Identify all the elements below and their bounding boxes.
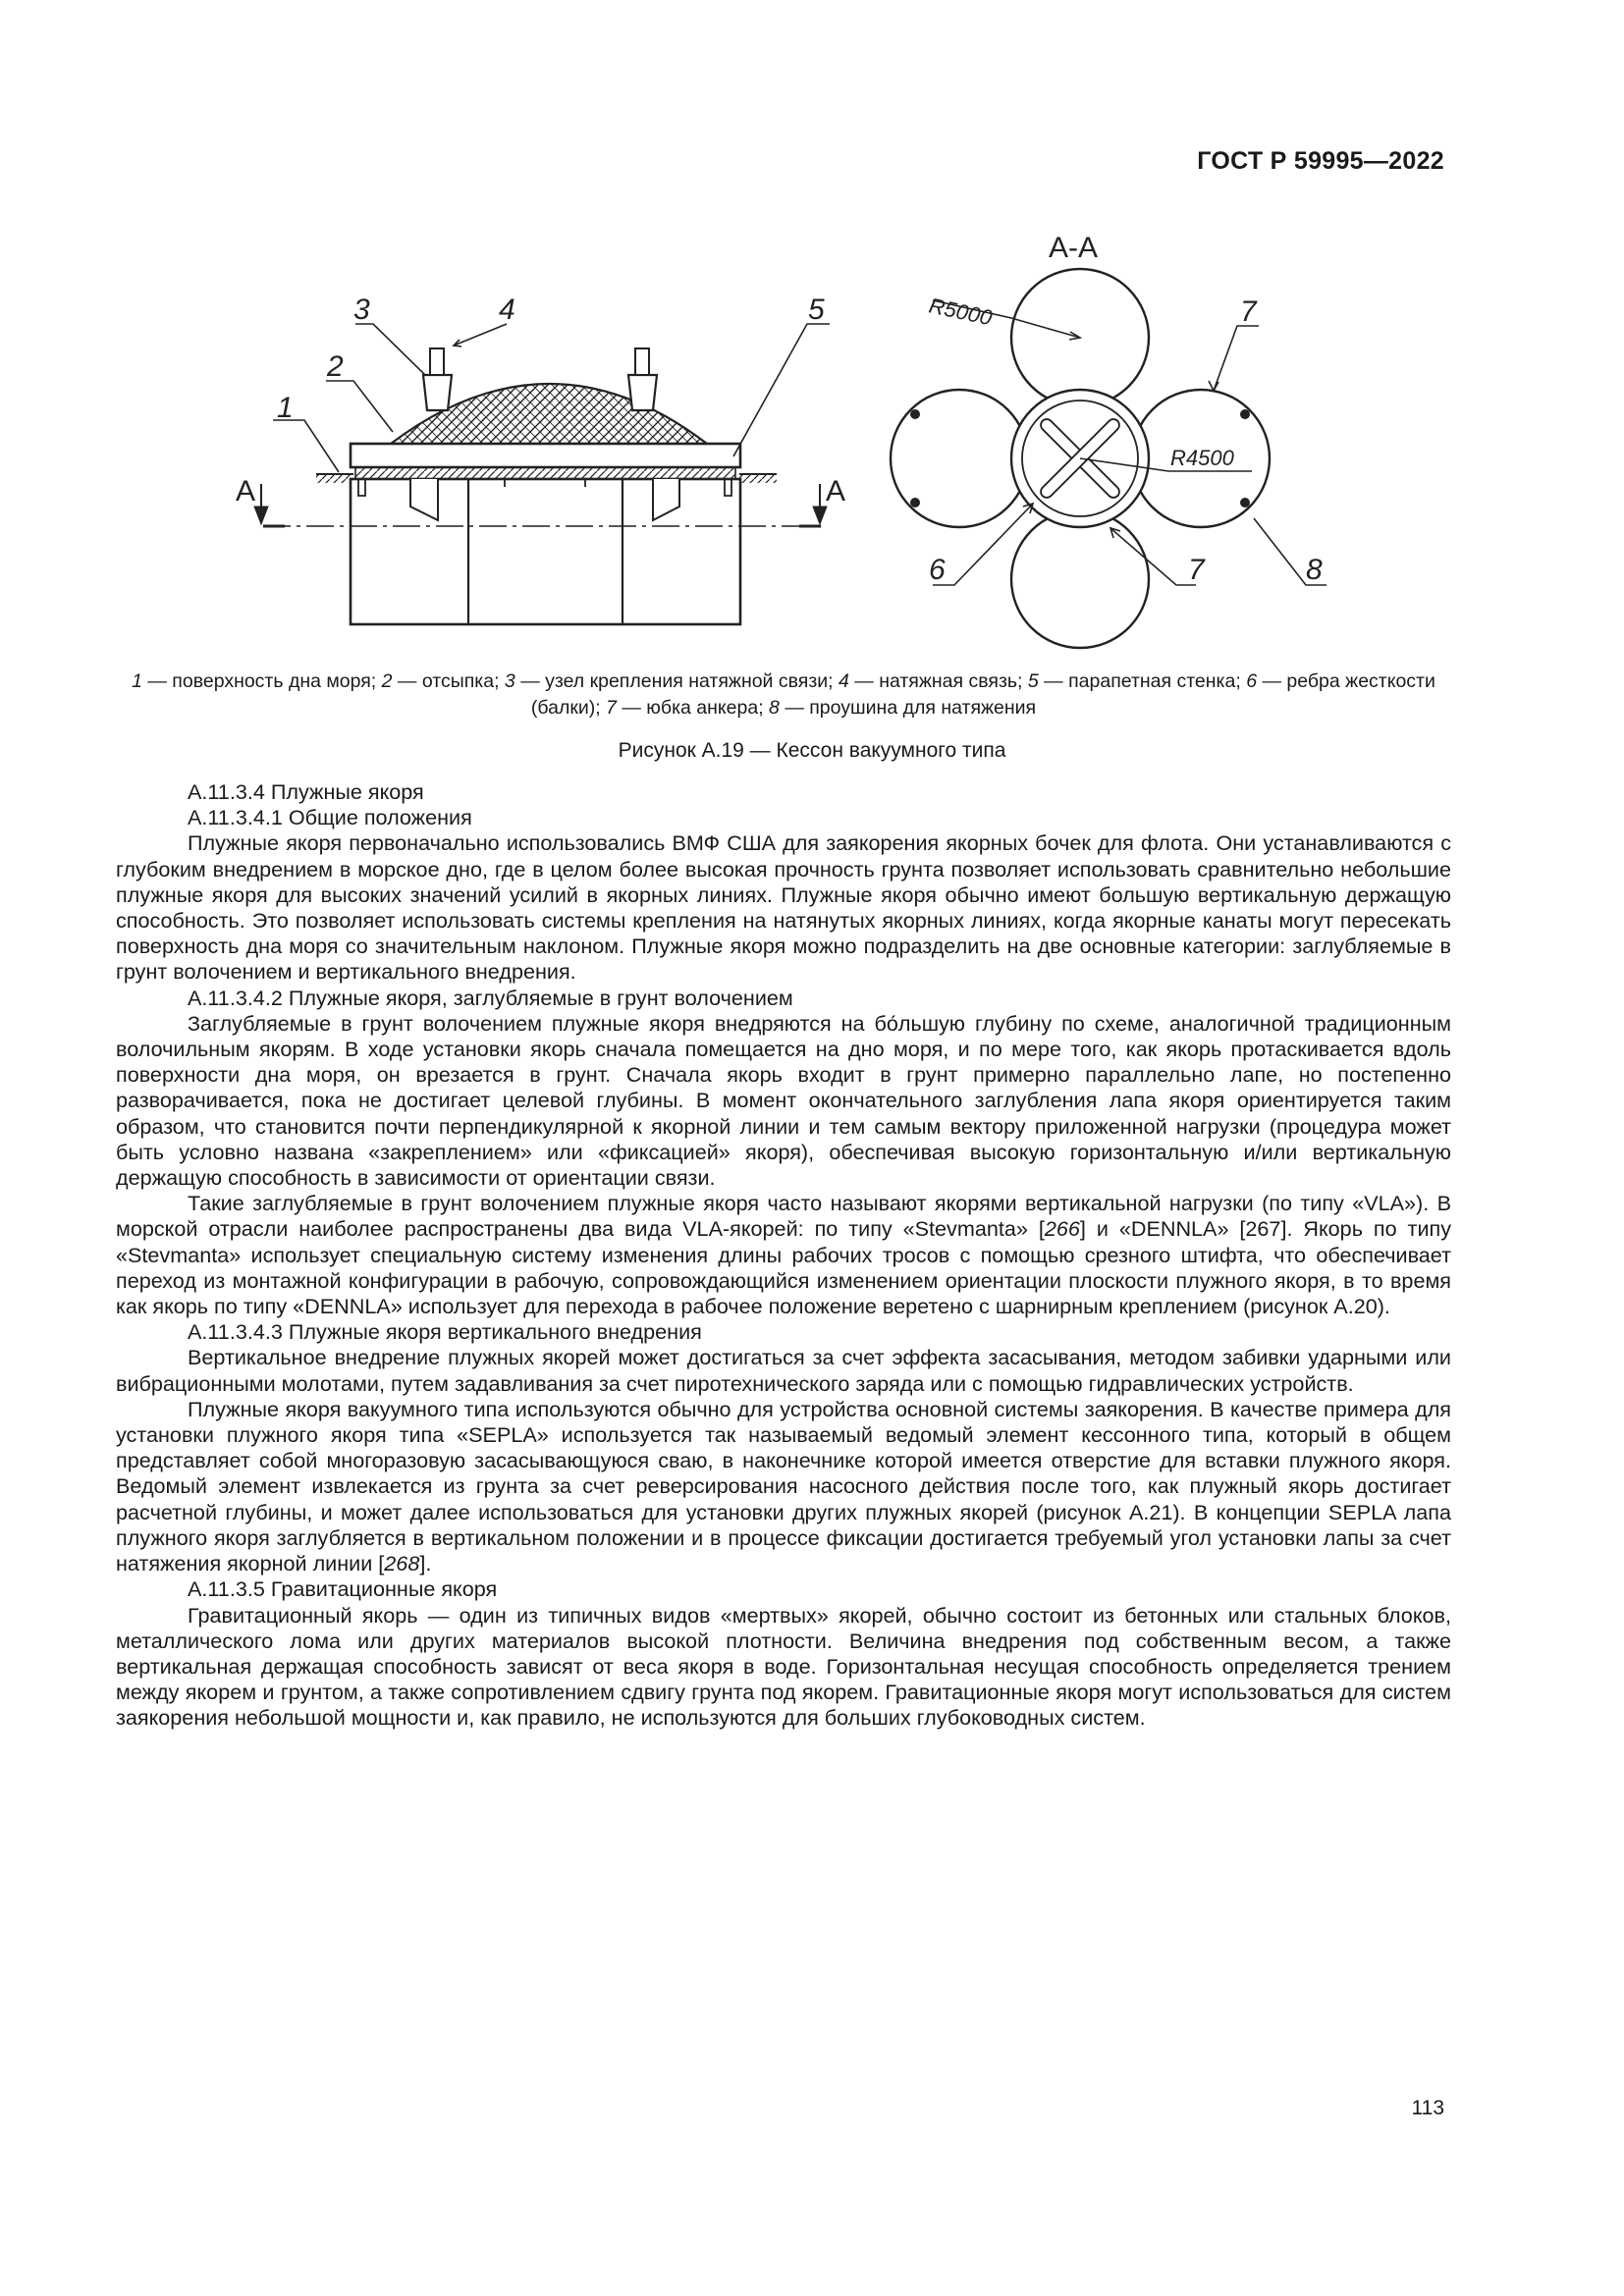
radius-label-small: R4500 [1170, 446, 1234, 470]
section-heading: А.11.3.4.2 Плужные якоря, заглубляемые в грунт волочением [188, 985, 793, 1010]
legend-num: 3 [504, 670, 515, 692]
legend-text: — поверхность дна моря; [141, 670, 382, 692]
body-text [116, 779, 1451, 1732]
reference: 266 [1044, 1216, 1080, 1242]
legend-num: 4 [839, 670, 849, 692]
document-header: ГОСТ Р 59995—2022 [1197, 147, 1444, 175]
figure-drawing [0, 0, 1624, 667]
callout-2: 2 [327, 350, 344, 383]
paragraph-text: Плужные якоря вакуумного типа используются обычно для устройства основной системы заякорения. В качестве примера для установки плужного якоря типа «SEPLA» используется так называемый ведомый элемент кессонного типа, который в общем представляет собой многоразовую засасывающуюся сваю, в наконечнике которой имеется отверстие для вставки плужного якоря. Ведомый элемент извлекается из грунта за счет реверсирования насосного действия после того, как плужный якорь достигает расчетной глубины, и может далее использоваться для установки других плужных якорей (рисунок А.21). В концепции SEPLA лапа плужного якоря заглубляется в вертикальном положении и в процессе фиксации достигается требуемый угол установки лапы за счет натяжения якорной линии [ [116, 1396, 1451, 1576]
legend-text: — натяжная связь; [848, 670, 1028, 692]
legend-text: — узел крепления натяжной связи; [514, 670, 839, 692]
paragraph [116, 1397, 1451, 1576]
legend-num: 6 [1246, 670, 1258, 692]
section-title: А-А [1049, 232, 1099, 264]
legend-num: 7 [606, 697, 617, 719]
callout-4: 4 [499, 294, 515, 326]
page-number: 113 [1411, 2097, 1444, 2119]
section-heading: А.11.3.4 Плужные якоря [188, 779, 424, 804]
callout-1: 1 [277, 392, 294, 424]
paragraph: Плужные якоря первоначально использовались ВМФ США для заякорения якорных бочек для флота. Они устанавливаются с глубоким внедрением в морское дно, где в целом более высокая прочность грунта позволяет использовать сравнительно небольшие плужные якоря для высоких значений усилий в якорных линиях. Плужные якоря обычно имеют большую вертикальную держащую способность. Это позволяет использовать системы крепления на натянутых якорных линиях, когда якорные канаты могут пересекать поверхность дна моря со значительным наклоном. Плужные якоря можно подразделить на две основные категории: заглубляемые в грунт волочением и вертикального внедрения. [116, 830, 1451, 985]
legend-num: 5 [1027, 670, 1039, 692]
paragraph [116, 1191, 1451, 1319]
callout-5: 5 [808, 294, 825, 326]
paragraph-text: ]. [419, 1551, 432, 1576]
legend-text: — проушина для натяжения [779, 697, 1037, 719]
legend-text: — ребра жесткости (балки); [530, 670, 1435, 719]
paragraph: Вертикальное внедрение плужных якорей может достигаться за счет эффекта засасывания, методом забивки ударными или вибрационными молотами, путем задавливания за счет пиротехнического заряда или с помощью гидравлических устройств. [116, 1345, 1451, 1396]
section-heading: А.11.3.4.3 Плужные якоря вертикального внедрения [188, 1319, 702, 1345]
section-mark-right: А [826, 475, 846, 507]
callout-8: 8 [1306, 554, 1323, 586]
callout-7-top: 7 [1240, 295, 1257, 328]
radius-label-large: R5000 [926, 293, 995, 331]
legend-text: — парапетная стенка; [1038, 670, 1247, 692]
legend-num: 1 [132, 670, 142, 692]
figure-a19 [0, 0, 1624, 667]
callout-7-bottom: 7 [1188, 554, 1205, 586]
paragraph: Гравитационный якорь — один из типичных видов «мертвых» якорей, обычно состоит из бетонных или стальных блоков, металлического лома или других материалов высокой плотности. Величина внедрения под собственным весом, а также вертикальная держащая способность зависят от веса якоря в воде. Горизонтальная несущая способность определяется трением между якорем и грунтом, а также сопротивлением сдвигу грунта под якорем. Гравитационные якоря могут использоваться для систем заякорения небольшой мощности и, как правило, не используются для больших глубоководных систем. [116, 1602, 1451, 1731]
callout-6: 6 [929, 554, 946, 586]
legend-text: — отсыпка; [392, 670, 505, 692]
figure-legend [116, 668, 1451, 721]
section-mark-left: А [236, 475, 256, 507]
callout-3: 3 [353, 294, 370, 326]
reference: 268 [384, 1551, 420, 1576]
section-heading: А.11.3.5 Гравитационные якоря [188, 1576, 498, 1602]
paragraph: Заглубляемые в грунт волочением плужные якоря внедряются на бо́льшую глубину по схеме, аналогичной традиционным волочильным якорям. В ходе установки якорь сначала помещается на дно моря, и по мере того, как якорь протаскивается вдоль поверхности дна моря, он врезается в грунт. Сначала якорь входит в грунт примерно параллельно лапе, но постепенно разворачивается, пока не достигает целевой глубины. В момент окончательного заглубления лапа якоря ориентируется таким образом, что становится почти перпендикулярной к якорной линии и тем самым вектору приложенной нагрузки (процедура может быть условно названа «закреплением» или «фиксацией» якоря), обеспечивая высокую горизонтальную и/или вертикальную держащую способность в зависимости от ориентации связи. [116, 1010, 1451, 1191]
legend-num: 2 [381, 670, 393, 692]
legend-text: — юбка анкера; [616, 697, 770, 719]
paragraph-text: ] и «DENNLA» [267]. Якорь по типу «Stevmanta» использует специальную систему изменения длины рабочих тросов с помощью срезного штифта, что обеспечивает переход из монтажной конфигурации в рабочую, сопровождающийся изменением ориентации плоскости плужного якоря, в то время как якорь по типу «DENNLA» использует для перехода в рабочее положение веретено с шарнирным креплением (рисунок А.20). [116, 1216, 1451, 1319]
paragraph-text: Такие заглубляемые в грунт волочением плужные якоря часто называют якорями вертикальной нагрузки (по типу «VLA»). В морской отрасли наиболее распространены два вида VLA-якорей: по типу «Stevmanta» [ [116, 1191, 1451, 1242]
section-heading: А.11.3.4.1 Общие положения [188, 805, 472, 830]
legend-num: 8 [769, 697, 780, 719]
plan-view-a-a [891, 269, 1326, 648]
figure-caption: Рисунок А.19 — Кессон вакуумного типа [618, 739, 1006, 762]
